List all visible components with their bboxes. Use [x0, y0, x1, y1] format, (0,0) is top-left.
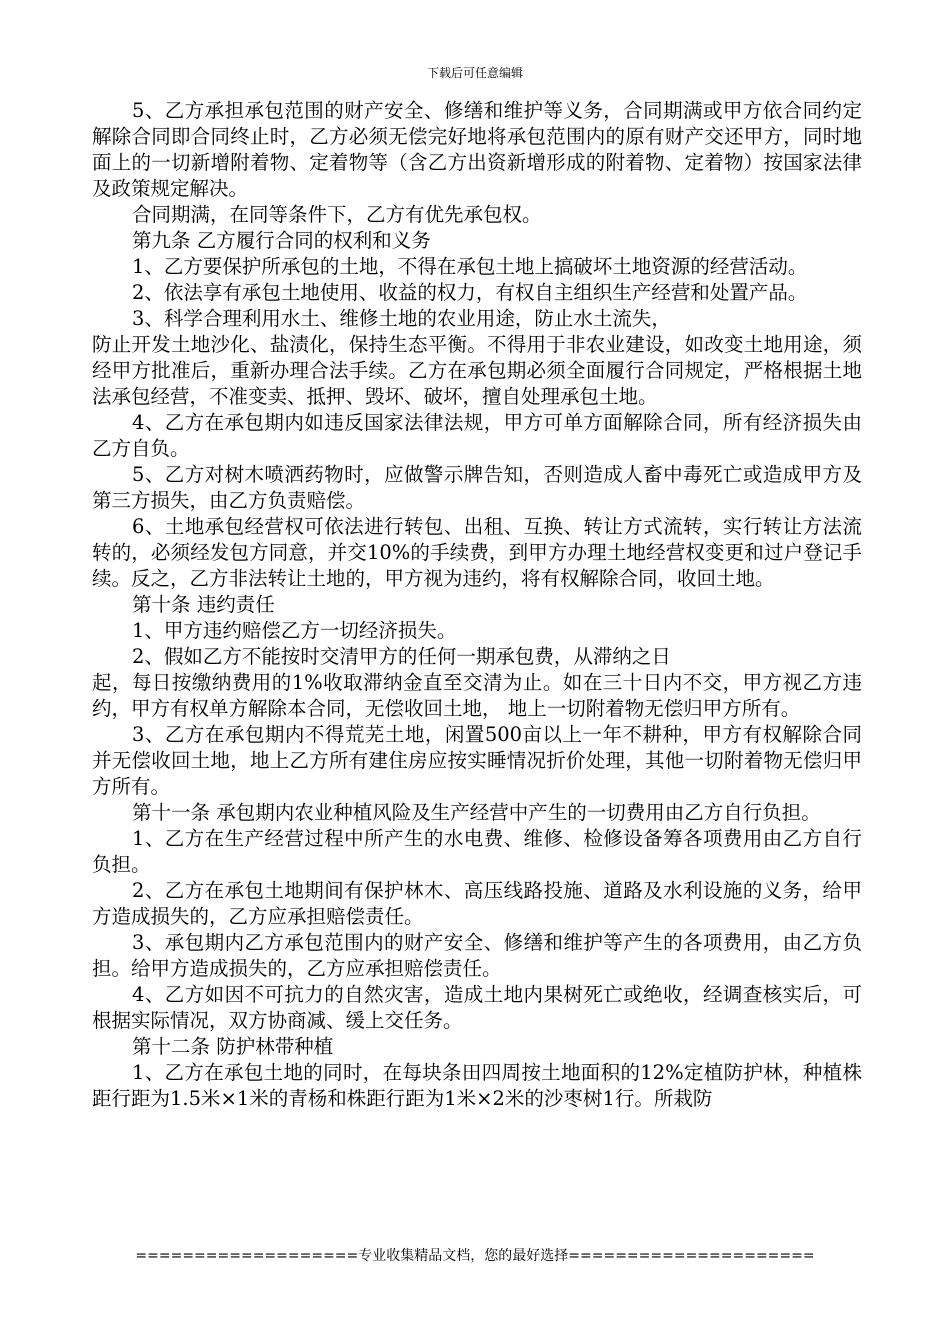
paragraph: 6、土地承包经营权可依法进行转包、出租、互换、转让方式流转，实行转让方法流转的，必须经发包方同意，并交10%的手续费，到甲方办理土地经营权变更和过户登记手续。反之，乙方非法转让土地的，甲方视为违约，将有权解除合同，收回土地。 — [92, 515, 862, 590]
paragraph: 1、乙方在承包土地的同时，在每块条田四周按土地面积的12%定植防护林，种植株距行距为1.5米×1米的青杨和株距行距为1米×2米的沙枣树1行。所栽防 — [92, 1061, 862, 1110]
paragraph: 4、乙方在承包期内如违反国家法律法规，甲方可单方面解除合同，所有经济损失由乙方自负。 — [92, 411, 862, 460]
paragraph: 1、乙方要保护所承包的土地，不得在承包土地上搞破坏土地资源的经营活动。 — [132, 255, 808, 278]
article-heading: 第十一条 承包期内农业种植风险及生产经营中产生的一切费用由乙方自行负担。 — [132, 801, 821, 824]
paragraph: 1、甲方违约赔偿乙方一切经济损失。 — [132, 619, 457, 642]
paragraph: 3、承包期内乙方承包范围内的财产安全、修缮和维护等产生的各项费用，由乙方负担。给甲方造成损失的，乙方应承担赔偿责任。 — [92, 931, 862, 980]
article-heading: 第十二条 防护林带种植 — [132, 1035, 334, 1058]
paragraph: 起，每日按缴纳费用的1%收取滞纳金直至交清为止。如在三十日内不交，甲方视乙方违约，甲方有权单方解除本合同，无偿收回土地， 地上一切附着物无偿归甲方所有。 — [92, 671, 862, 720]
footer-note: ===================专业收集精品文档，您的最好选择===================== — [135, 1248, 815, 1264]
document-body — [92, 98, 862, 1112]
header-note: 下载后可任意编辑 — [426, 66, 523, 80]
article-heading: 第十条 违约责任 — [132, 593, 275, 616]
paragraph: 3、乙方在承包期内不得荒芜土地，闲置500亩以上一年不耕种，甲方有权解除合同并无偿收回土地，地上乙方所有建住房应按实睡情况折价处理，其他一切附着物无偿归甲方所有。 — [92, 723, 862, 798]
paragraph: 3、科学合理利用水土、维修土地的农业用途，防止水土流失， — [132, 307, 671, 330]
paragraph: 4、乙方如因不可抗力的自然灾害，造成土地内果树死亡或绝收，经调查核实后，可根据实际情况，双方协商减、缓上交任务。 — [92, 983, 862, 1032]
paragraph: 2、乙方在承包土地期间有保护林木、高压线路投施、道路及水利设施的义务，给甲方造成损失的，乙方应承担赔偿责任。 — [92, 879, 862, 928]
paragraph: 2、假如乙方不能按时交清甲方的任何一期承包费，从滞纳之日 — [132, 645, 671, 668]
paragraph: 防止开发土地沙化、盐渍化，保持生态平衡。不得用于非农业建设，如改变土地用途，须经甲方批准后，重新办理合法手续。乙方在承包期必须全面履行合同规定，严格根据土地法承包经营，不准变卖、抵押、毁坏、破坏，擅自处理承包土地。 — [92, 333, 862, 408]
paragraph: 5、乙方承担承包范围的财产安全、修缮和维护等义务，合同期满或甲方依合同约定解除合同即合同终止时，乙方必须无偿完好地将承包范围内的原有财产交还甲方，同时地面上的一切新增附着物、定着物等（含乙方出资新增形成的附着物、定着物）按国家法律及政策规定解决。 — [92, 99, 862, 200]
paragraph: 1、乙方在生产经营过程中所产生的水电费、维修、检修设备筹各项费用由乙方自行负担。 — [92, 827, 862, 876]
paragraph: 合同期满，在同等条件下，乙方有优先承包权。 — [132, 203, 542, 226]
article-heading: 第九条 乙方履行合同的权利和义务 — [132, 229, 431, 252]
paragraph: 2、依法享有承包土地使用、收益的权力，有权自主组织生产经营和处置产品。 — [132, 281, 808, 304]
paragraph: 5、乙方对树木喷洒药物时，应做警示牌告知，否则造成人畜中毒死亡或造成甲方及第三方损失，由乙方负责赔偿。 — [92, 463, 862, 512]
